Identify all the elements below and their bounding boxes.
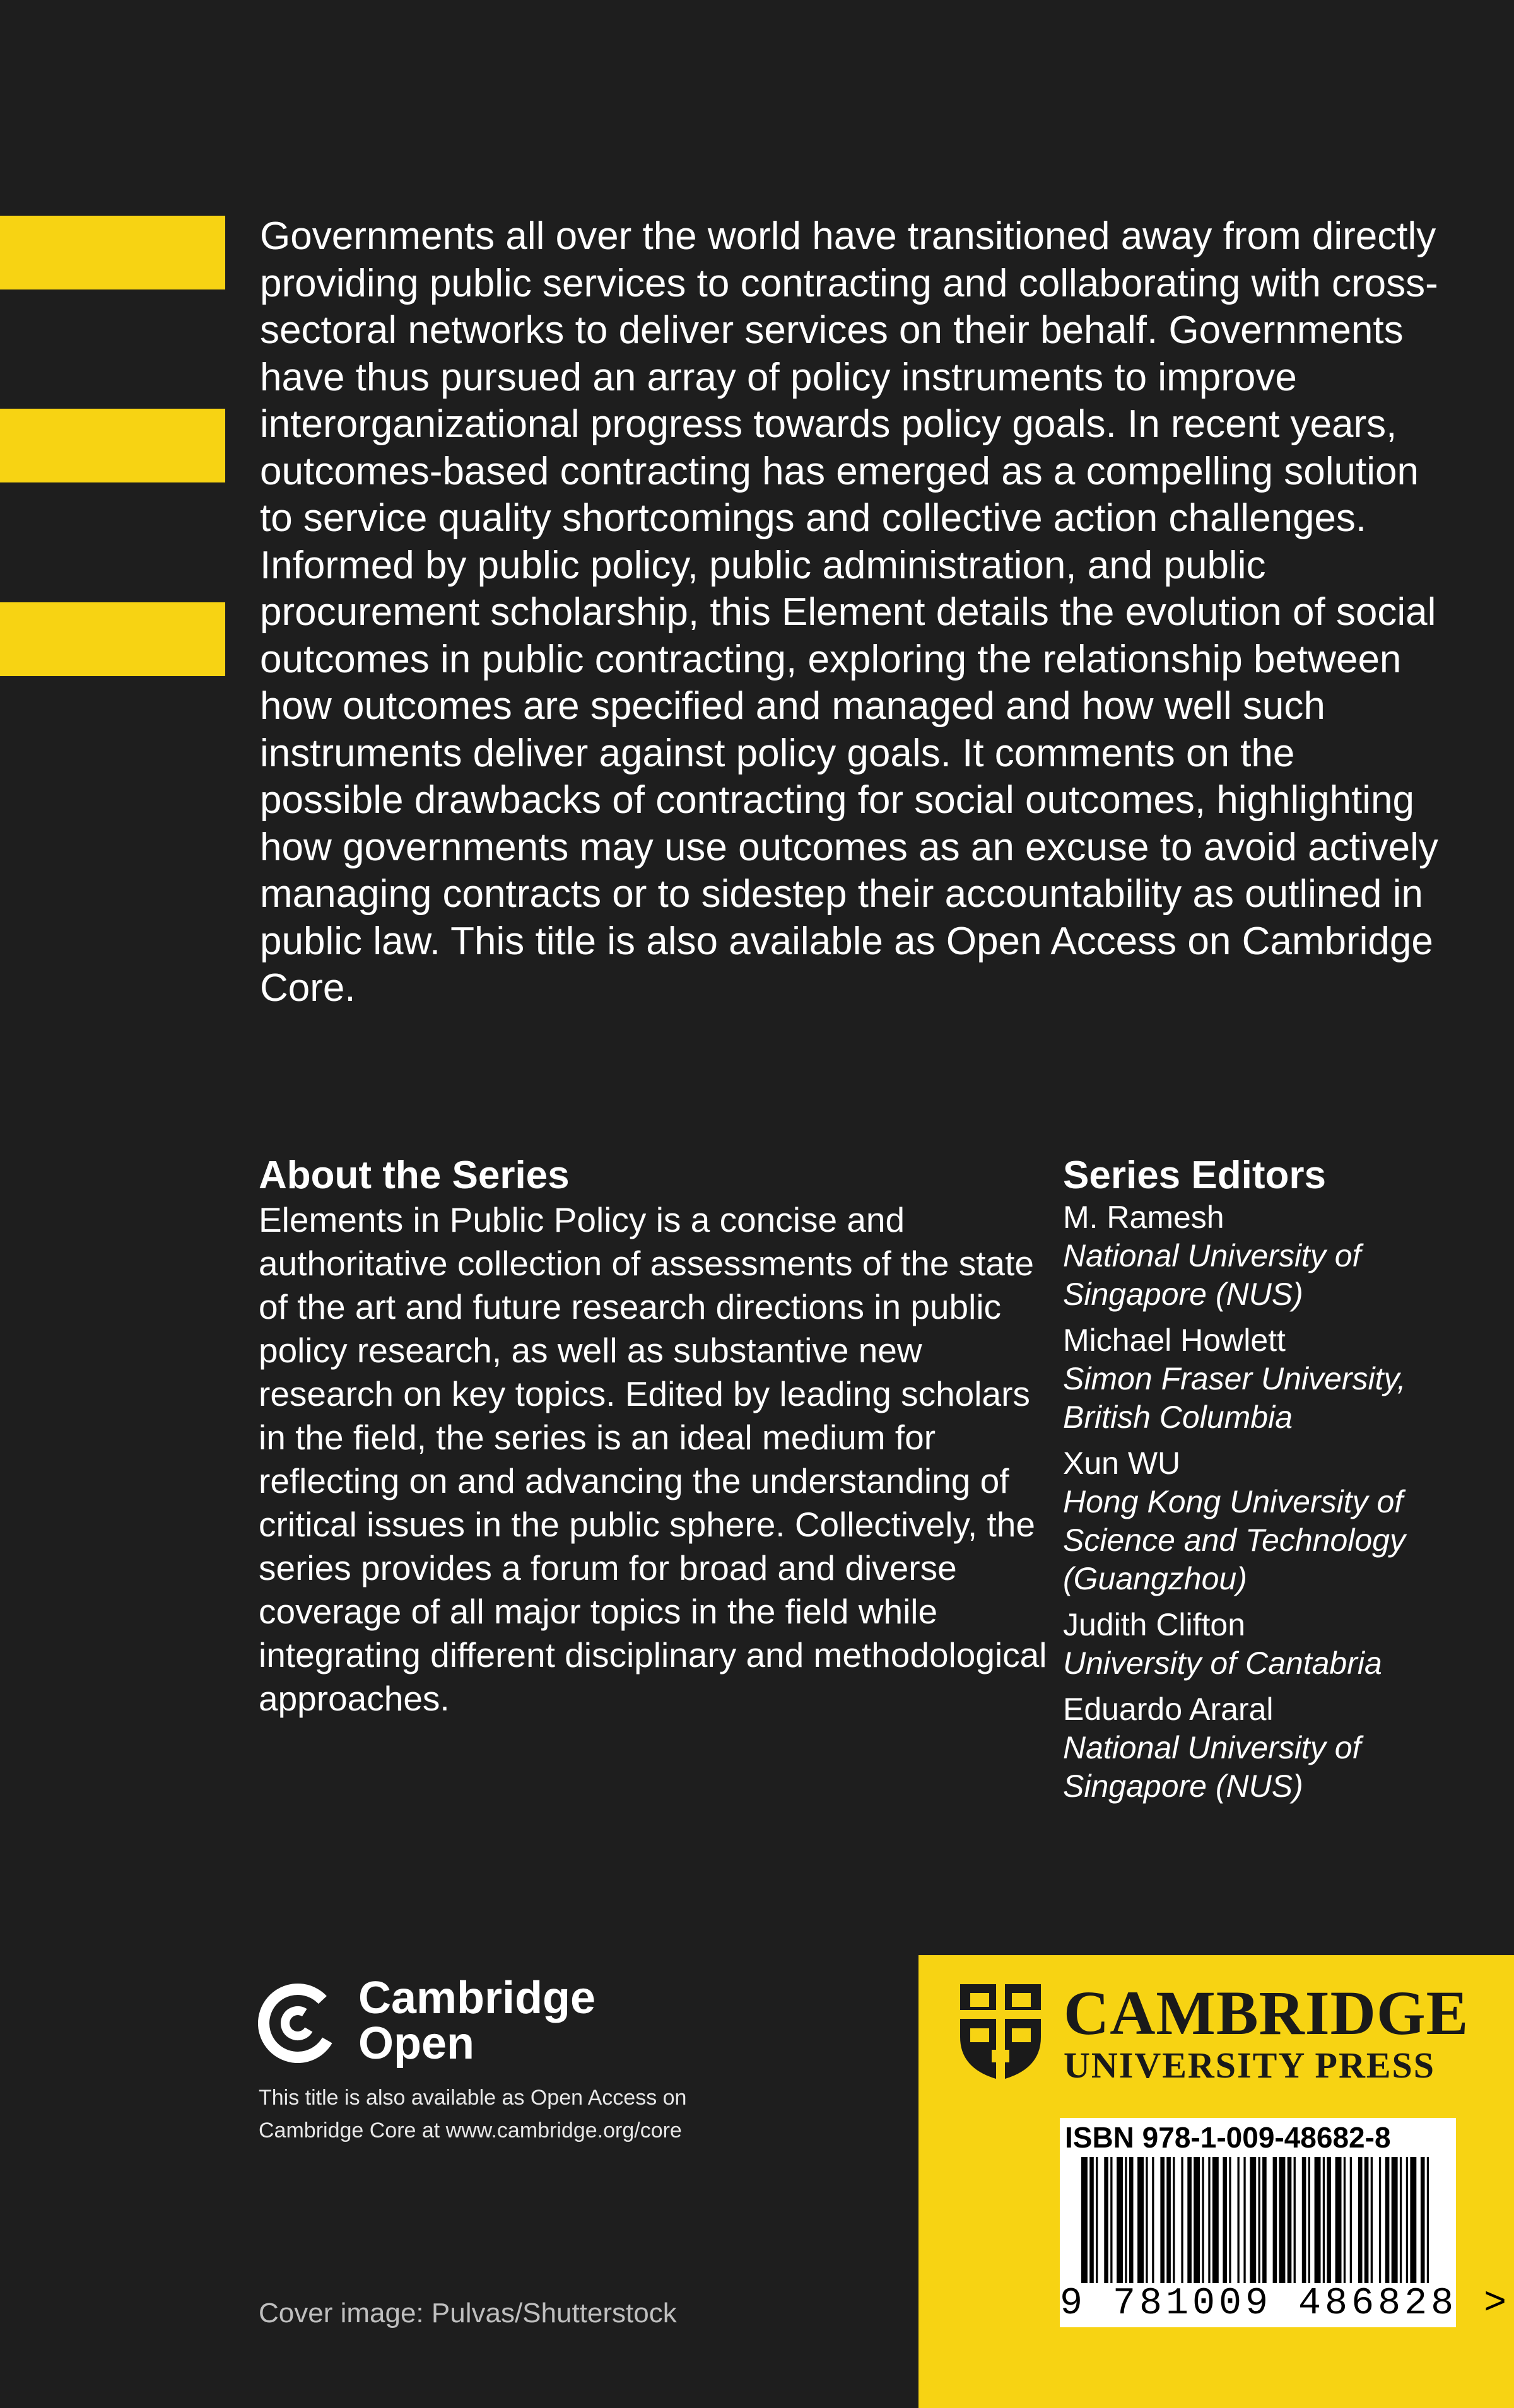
cambridge-open-line2: Open — [358, 2018, 475, 2069]
editor-name: Eduardo Araral — [1063, 1692, 1274, 1727]
editor-affiliation: Simon Fraser University, British Columbia — [1063, 1361, 1406, 1435]
isbn-label: ISBN 978-1-009-48682-8 — [1065, 2121, 1391, 2154]
barcode-stripe — [1262, 2157, 1267, 2283]
barcode-stripe — [1129, 2157, 1134, 2283]
barcode-stripe — [1096, 2157, 1098, 2283]
editor-affiliation: Hong Kong University of Science and Technology (Guangzhou) — [1063, 1484, 1405, 1596]
barcode-stripe — [1208, 2157, 1210, 2283]
barcode-stripe — [1371, 2157, 1373, 2283]
barcode-stripe — [1392, 2157, 1398, 2283]
barcode-stripe — [1350, 2157, 1352, 2283]
barcode-stripe — [1104, 2157, 1108, 2283]
barcode-stripe — [1327, 2157, 1331, 2283]
barcode-stripe — [1187, 2157, 1192, 2283]
university-shield-icon — [958, 1982, 1043, 2083]
accent-bar-1 — [0, 216, 225, 289]
book-blurb: Governments all over the world have transitioned away from directly providing public services to contracting and collaborating with cross-sectoral networks to deliver services on their behalf. Governments have thus pursued an array of policy instruments to improve interorganizational progress towards policy goals. In recent years, outcomes-based contracting has emerged as a compelling solution to service quality shortcomings and collective action challenges. Informed by public policy, public administration, and public procurement scholarship, this Element details the evolution of social outcomes in public contracting, exploring the relationship between how outcomes are specified and managed and how well such instruments deliver against policy goals. It comments on the possible drawbacks of contracting for social outcomes, highlighting how governments may use outcomes as an excuse to avoid actively managing contracts or to sidestep their accountability as outlined in public law. This title is also available as Open Access on Cambridge Core. — [260, 214, 1438, 1010]
barcode-stripe — [1243, 2157, 1245, 2283]
barcode-stripe — [1229, 2157, 1231, 2283]
cambridge-open-icon — [257, 1983, 338, 2064]
barcode-stripe — [1294, 2157, 1296, 2283]
barcode-stripe — [1259, 2157, 1260, 2283]
barcode-stripe — [1364, 2157, 1369, 2283]
barcode-stripe — [1173, 2157, 1175, 2283]
series-editors-section — [1063, 1153, 1479, 1813]
barcode-stripe — [1288, 2157, 1292, 2283]
about-series-text: Elements in Public Policy is a concise and authoritative collection of assessments of the state of the art and future research directions in public policy research, as well as substantive new research on key topics. Edited by leading scholars in the field, the series is an ideal medium for reflecting on and advancing the understanding of critical issues in the public sphere. Collectively, the series provides a forum for broad and diverse coverage of all major topics in the field while integrating different disciplinary and methodological approaches. — [259, 1200, 1047, 1718]
editor-entry — [1063, 1444, 1479, 1598]
editor-name: Xun WU — [1063, 1446, 1181, 1481]
open-access-note: This title is also available as Open Access on Cambridge Core at www.cambridge.org/core — [259, 2086, 687, 2142]
barcode-stripe — [1335, 2157, 1342, 2283]
isbn-barcode — [1060, 2118, 1511, 2327]
barcode-stripe — [1117, 2157, 1123, 2283]
about-series-heading: About the Series — [259, 1154, 570, 1197]
barcode-stripe — [1223, 2157, 1227, 2283]
editor-affiliation: National University of Singapore (NUS) — [1063, 1238, 1361, 1312]
barcode-stripe — [1166, 2157, 1171, 2283]
editor-entry — [1063, 1198, 1479, 1314]
publisher-name-line1: CAMBRIDGE — [1064, 1978, 1469, 2048]
barcode-stripe — [1379, 2157, 1381, 2283]
editor-name: M. Ramesh — [1063, 1200, 1224, 1235]
barcode-stripe — [1238, 2157, 1240, 2283]
barcode-stripe — [1194, 2157, 1200, 2283]
barcode-stripe — [1358, 2157, 1363, 2283]
barcode-stripe — [1250, 2157, 1256, 2283]
barcode-stripe — [1181, 2157, 1183, 2283]
editor-affiliation: University of Cantabria — [1063, 1645, 1382, 1681]
publisher-wordmark — [1064, 1978, 1469, 2086]
barcode-stripe — [1081, 2157, 1088, 2283]
editor-entry — [1063, 1321, 1479, 1437]
cover-image-credit: Cover image: Pulvas/Shutterstock — [259, 2298, 677, 2329]
barcode-stripe — [1160, 2157, 1165, 2283]
barcode-stripe — [1323, 2157, 1325, 2283]
accent-bar-2 — [0, 409, 225, 482]
barcode-stripe — [1202, 2157, 1204, 2283]
barcode-stripe — [1302, 2157, 1306, 2283]
barcode-stripe — [1137, 2157, 1144, 2283]
barcode-stripe — [1400, 2157, 1402, 2283]
editor-affiliation: National University of Singapore (NUS) — [1063, 1730, 1361, 1804]
barcode-stripe — [1152, 2157, 1154, 2283]
about-series-section — [259, 1153, 1047, 1721]
cambridge-open-logo — [257, 1975, 636, 2070]
barcode-stripe — [1427, 2157, 1429, 2283]
barcode-stripe — [1273, 2157, 1277, 2283]
barcode-stripe — [1385, 2157, 1390, 2283]
barcode-bars — [1081, 2157, 1435, 2283]
series-editors-heading: Series Editors — [1063, 1154, 1326, 1197]
editor-name: Judith Clifton — [1063, 1607, 1246, 1642]
barcode-stripe — [1089, 2157, 1094, 2283]
barcode-stripe — [1410, 2157, 1416, 2283]
barcode-digits: 9 781009 486828 > — [1060, 2282, 1511, 2325]
cambridge-open-wordmark — [358, 1973, 596, 2069]
barcode-stripe — [1279, 2157, 1286, 2283]
barcode-stripe — [1421, 2157, 1425, 2283]
publisher-name-line2: UNIVERSITY PRESS — [1064, 2045, 1436, 2086]
cambridge-open-line1: Cambridge — [358, 1973, 596, 2023]
barcode-stripe — [1315, 2157, 1321, 2283]
barcode-stripe — [1125, 2157, 1127, 2283]
accent-bar-3 — [0, 602, 225, 676]
editor-entry — [1063, 1690, 1479, 1806]
barcode-stripe — [1110, 2157, 1112, 2283]
editor-entry — [1063, 1606, 1479, 1683]
barcode-stripe — [1212, 2157, 1219, 2283]
barcode-stripe — [1308, 2157, 1310, 2283]
editor-name: Michael Howlett — [1063, 1323, 1286, 1358]
barcode-stripe — [1406, 2157, 1408, 2283]
barcode-stripe — [1344, 2157, 1346, 2283]
barcode-stripe — [1146, 2157, 1147, 2283]
